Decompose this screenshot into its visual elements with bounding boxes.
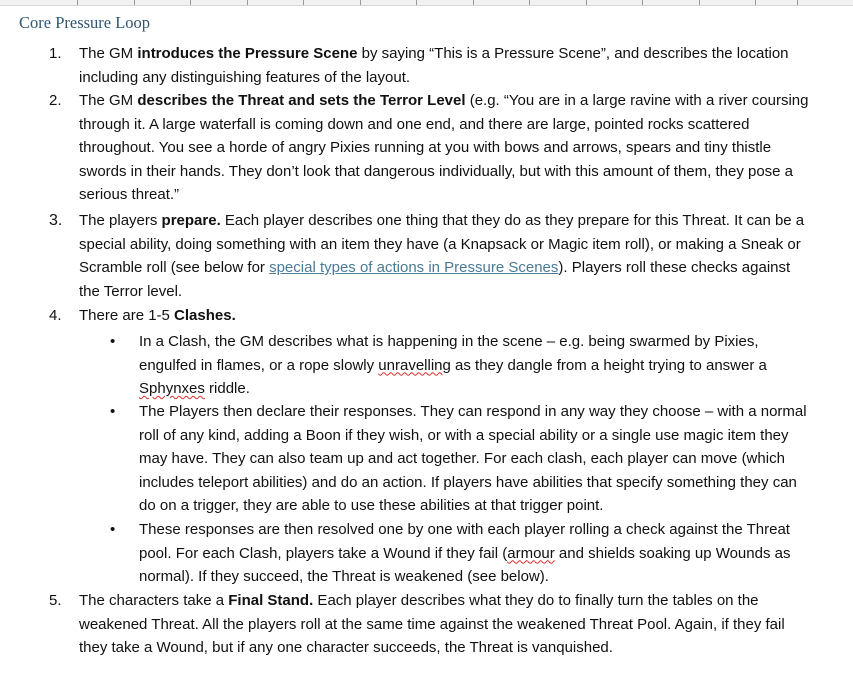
step-bold: describes the Threat and sets the Terror Level xyxy=(137,92,466,109)
ruler-tick xyxy=(360,0,361,5)
step-number: 3. xyxy=(49,212,63,229)
bullet-text: as they dangle from a height trying to answer a xyxy=(450,356,767,374)
step-number: 1. xyxy=(49,45,62,62)
bullet-text: The Players then declare their responses. They can respond in any way they choose – with a normal roll of any kind, adding a Boon if they wish, or with a special ability or a single use magic item they may have. They can also team up and act together. For each clash, each player can move (which includes teleport abilities) and do an action. If players have abilities that specify something they can do on a trigger, they are able to use these abilities at that trigger point. xyxy=(139,403,807,514)
step-lead: The players xyxy=(79,212,162,229)
step-bold: prepare. xyxy=(161,212,221,229)
ruler-tick xyxy=(586,0,587,5)
step-bold: Final Stand. xyxy=(228,592,314,609)
ruler-tick xyxy=(77,0,78,5)
step-bold: Clashes. xyxy=(174,307,236,324)
step-1-text xyxy=(79,42,809,89)
step-lead: There are 1-5 xyxy=(79,307,175,324)
step-body-after: ). Players roll these checks against the Terror level. xyxy=(79,259,791,300)
section-heading: Core Pressure Loop xyxy=(19,13,151,32)
bullet-text: and shields soaking up Wounds as normal). If they succeed, the Threat is weakened (see below). xyxy=(139,544,791,585)
ruler-tick xyxy=(699,0,700,5)
clash-bullet-2 xyxy=(139,400,809,518)
ruler-tick xyxy=(190,0,191,5)
bullet-glyph: • xyxy=(110,333,116,350)
ruler-tick xyxy=(755,0,756,5)
ruler-tick xyxy=(134,0,135,5)
step-lead: The GM xyxy=(79,92,138,109)
step-lead: The GM xyxy=(79,45,138,62)
spelling-flag[interactable]: Sphynxes xyxy=(139,380,205,397)
pressure-scene-actions-link[interactable]: special types of actions in Pressure Scenes xyxy=(269,259,559,276)
ruler-tick xyxy=(416,0,417,5)
bullet-text: riddle. xyxy=(204,380,250,397)
clash-bullet-3 xyxy=(139,518,809,589)
ruler-tick xyxy=(473,0,474,5)
step-number: 2. xyxy=(49,92,62,109)
bullet-glyph: • xyxy=(110,521,116,538)
ruler xyxy=(0,0,853,6)
step-number: 5. xyxy=(49,592,62,609)
ruler-tick xyxy=(303,0,304,5)
step-3-text xyxy=(79,209,809,303)
ruler-tick xyxy=(797,0,798,5)
bullet-glyph: • xyxy=(110,403,116,420)
ruler-tick xyxy=(247,0,248,5)
step-body: (e.g. “You are in a large ravine with a river coursing through it. A large waterfall is coming down and one end, and there are large, pointed rocks scattered throughout. You see a horde of angry Pixies running at you with bows and arrows, spears and tiny thistle swords in their hands. They don’t look that dangerous individually, but with this amount of them, they pose a serious threat.” xyxy=(79,92,809,203)
step-4-text xyxy=(79,304,809,328)
step-number: 4. xyxy=(49,307,62,324)
spelling-flag[interactable]: armour xyxy=(507,544,555,562)
step-5-text xyxy=(79,589,809,660)
clash-bullet-1 xyxy=(139,330,809,401)
bullet-text: These responses are then resolved one by one with each player rolling a check against the Threat pool. For each Clash, players take a Wound if they fail ( xyxy=(139,521,790,562)
step-bold: introduces the Pressure Scene xyxy=(137,45,358,62)
step-body: Each player describes what they do to finally turn the tables on the weakened Threat. All the players roll at the same time against the weakened Threat Pool. Again, if they fail they take a Wound, but if any one character succeeds, the Threat is vanquished. xyxy=(79,592,785,656)
step-body: by saying “This is a Pressure Scene”, and describes the location including any distinguishing features of the layout. xyxy=(79,45,789,86)
step-2-text xyxy=(79,89,809,207)
step-body: Each player describes one thing that they do as they prepare for this Threat. It can be a special ability, doing something with an item they have (a Knapsack or Magic item roll), or making a Sneak or Scramble roll (see below for xyxy=(79,212,805,276)
spelling-flag[interactable]: unravelling xyxy=(378,356,451,374)
step-lead: The characters take a xyxy=(79,592,229,609)
ruler-tick xyxy=(529,0,530,5)
ruler-tick xyxy=(642,0,643,5)
bullet-text: In a Clash, the GM describes what is happening in the scene – e.g. being swarmed by Pixies, engulfed in flames, or a rope slowly xyxy=(139,333,759,374)
